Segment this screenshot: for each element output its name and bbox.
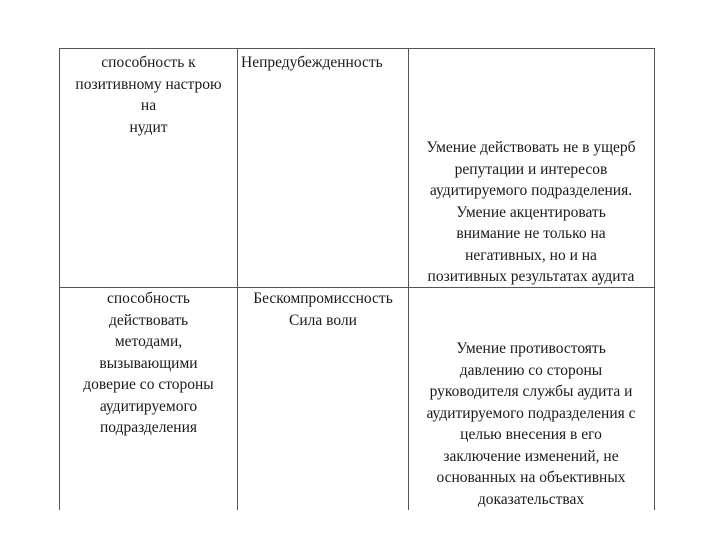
cell-row1-col1: способность к позитивному настрою на нудит [75, 54, 222, 136]
cell-row2-col1: способность действовать методами, вызывающими доверие со стороны аудитируемого подразделения [83, 290, 214, 436]
cell-row2-col3: Умение противостоять давлению со стороны руководителя службы аудита и аудитируемого подразделения с целью внесения в его заключение изменений, не основанных на объективных доказательствах [426, 340, 636, 508]
cell-row1-col3: Умение действовать не в ущерб репутации и интересов аудитируемого подразделения. Умение акцентировать внимание не только на негативных, но и на позитивных результатах аудита [426, 139, 636, 285]
table-top-border [59, 48, 655, 49]
cell-row1-col2: Непредубежденность [241, 54, 383, 71]
cell-row2-col2: Бескомпромиссность Сила воли [253, 290, 393, 329]
table-column-divider-1 [237, 48, 238, 510]
